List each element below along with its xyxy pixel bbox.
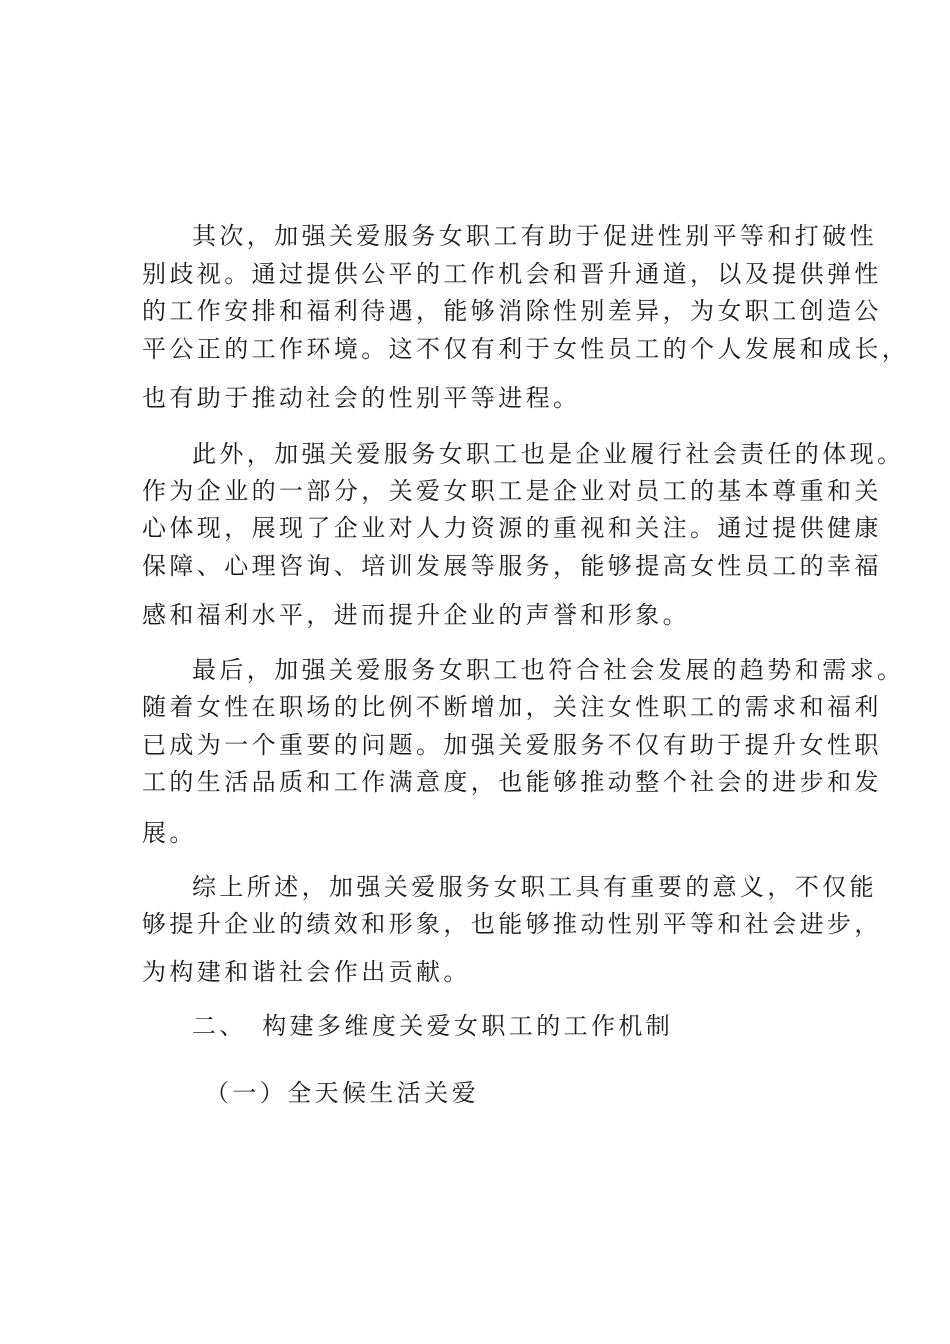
paragraph-1-line-2: 别歧视。通过提供公平的工作机会和晋升通道，以及提供弹性 (142, 260, 882, 288)
paragraph-3-line-5: 展。 (142, 819, 197, 847)
paragraph-1-line-1: 其次，加强关爱服务女职工有助于促进性别平等和打破性 (192, 222, 877, 250)
paragraph-2-line-4: 保障、心理咨询、培训发展等服务，能够提高女性员工的幸福 (142, 552, 882, 580)
paragraph-2-line-3: 心体现，展现了企业对人力资源的重视和关注。通过提供健康 (142, 514, 882, 542)
paragraph-1-line-3: 的工作安排和福利待遇，能够消除性别差异，为女职工创造公 (142, 297, 882, 325)
paragraph-4-line-1: 综上所述，加强关爱服务女职工具有重要的意义，不仅能 (192, 873, 877, 901)
paragraph-2-line-2: 作为企业的一部分，关爱女职工是企业对员工的基本尊重和关 (142, 477, 882, 505)
paragraph-1-line-5: 也有助于推动社会的性别平等进程。 (142, 384, 581, 412)
paragraph-2-line-1: 此外，加强关爱服务女职工也是企业履行社会责任的体现。 (192, 440, 905, 468)
paragraph-1-line-4: 平公正的工作环境。这不仅有利于女性员工的个人发展和成长， (142, 335, 910, 363)
section-heading: 二、 构建多维度关爱女职工的工作机制 (192, 1012, 674, 1040)
paragraph-4-line-2: 够提升企业的绩效和形象，也能够推动性别平等和社会进步， (142, 910, 882, 938)
paragraph-3-line-1: 最后，加强关爱服务女职工也符合社会发展的趋势和需求。 (192, 656, 905, 684)
paragraph-3-line-4: 工的生活品质和工作满意度，也能够推动整个社会的进步和发 (142, 768, 882, 796)
paragraph-4-line-3: 为构建和谐社会作出贡献。 (142, 958, 471, 986)
paragraph-3-line-3: 已成为一个重要的问题。加强关爱服务不仅有助于提升女性职 (142, 731, 882, 759)
paragraph-3-line-2: 随着女性在职场的比例不断增加，关注女性职工的需求和福利 (142, 693, 882, 721)
paragraph-2-line-5: 感和福利水平，进而提升企业的声誉和形象。 (142, 601, 690, 629)
subsection-heading: （一）全天候生活关爱 (205, 1079, 479, 1107)
